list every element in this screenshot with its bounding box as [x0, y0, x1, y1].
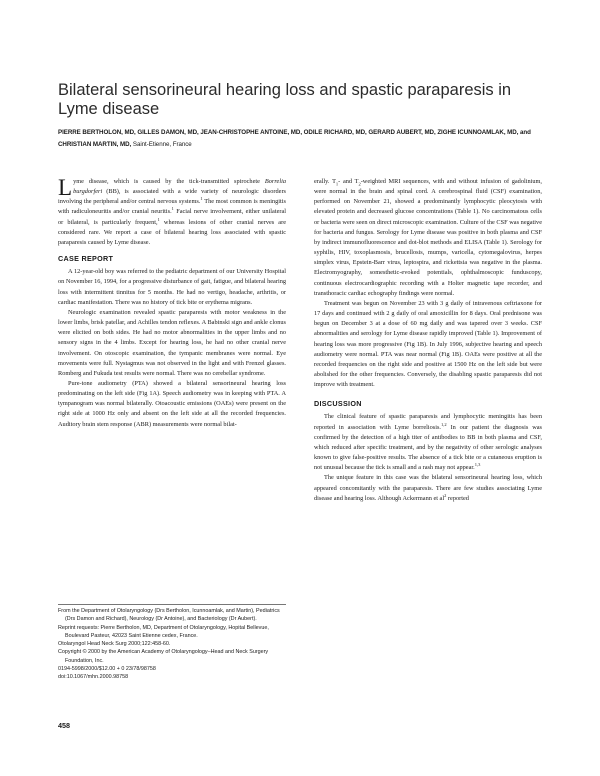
citation-ref: 1,3 [474, 462, 481, 468]
discussion-text-b: In our patient the diagnosis was confirmed by the detection of a high titer of antibodies to BB in both plasma and CSF, which reduced after specific treatment, and by the negativity of other serologic analyses known to give false-positive results. The absence of a tick bite or a cutaneous eruption is not unusual because the tick is small and a rash may not appear. [314, 423, 543, 472]
discussion-paragraph-1 [314, 412, 542, 473]
footnote-doi: doi:10.1067/mhn.2000.98758 [58, 674, 129, 680]
footnote-journal: Otolaryngol Head Neck Surg 2000;122:458-60. [58, 641, 171, 647]
pathogen-name: Borrelia burgdorferi [73, 178, 286, 196]
footnote-issn: 0194-5998/2000/$12.00 + 0 23/78/98758 [58, 665, 156, 672]
citation-ref: 1 [200, 196, 203, 202]
mri-text-b: - and T [338, 178, 359, 185]
discussion-text-d: reported [446, 494, 469, 502]
case-paragraph-2: Neurologic examination revealed spastic paraparesis with motor weakness in the lower limbs, brisk patellar, and Achilles tendon reflexes. A Babinski sign and ankle clonus were elicited on both sides. He had no motor abnormalities in the upper limbs and no sensory signs in the 4 limbs. Except for hearing loss, he had no other cranial nerve involvement. On otoscopic examination, the tympanic membranes were normal. Eye movements were full. Nystagmus was not observed in the light and with Frenzel glasses. Romberg and Fukuda test results were normal. There was no cerebellar syndrome. [58, 308, 286, 377]
mri-text-a: erally. T [314, 178, 336, 185]
discussion-text-a: The clinical feature of spastic paraparesis and lymphocytic meningitis has been reported in association with Lyme borreliosis. [314, 413, 542, 431]
page-number: 458 [58, 721, 70, 730]
treatment-paragraph: Treatment was begun on November 23 with 3 g daily of intravenous ceftriaxone for 17 days and continued with 2 g daily of oral amoxicillin for 8 days. Oral prednisone was begun on December 3 at a dose of 60 mg daily and was tapered over 3 weeks. CSF abnormalities and serology for Lyme disease rapidly improved (Table 1). Improvement of hearing loss was more progressive (Fig 1B). In July 1996, subjective hearing and speech audiometry were normal. PTA was near normal (Fig 1B). OAEs were positive at all the recorded frequencies on the right side and positive at 1500 Hz on the left side but were abolished for the other frequencies. Conversely, the disabling spastic paraparesis did not improve with treatment. [314, 299, 542, 389]
footnote-reprints: Reprint requests: Pierre Bertholon, MD, Department of Otolaryngology, Hopital Bellevue, Boulevard Pasteur, 42023 Saint Etienne cedex, France. [58, 624, 269, 639]
intro-text-a: yme disease, which is caused by the tick-transmitted spirochete [73, 178, 265, 185]
section-heading-case-report: CASE REPORT [58, 254, 114, 264]
subscript: 2 [358, 181, 361, 187]
intro-paragraph [58, 177, 286, 248]
citation-ref: 1 [157, 216, 160, 222]
subscript: 1 [335, 181, 339, 187]
citation-ref: 1 [171, 206, 174, 212]
footnote-divider [58, 604, 286, 605]
footnote-affiliation: From the Department of Otolaryngology (Drs Bertholon, Icunnoamlak, and Martin), Pediatrics (Drs Damon and Richard), Neurology (Dr Antoine), and Bacteriology (Dr Aubert). [58, 608, 280, 623]
case-paragraph-3: Pure-tone audiometry (PTA) showed a bilateral sensorineural hearing loss predominating on the left side (Fig 1A). Speech audiometry was in keeping with PTA. A tympanogram was normal bilaterally. Otoacoustic emissions (OAEs) were present on the right side at 1000 Hz only and absent on the left side at all the recorded frequencies. Auditory brain stem response (ABR) measurements were normal bilat- [58, 379, 286, 428]
citation-ref: 2 [444, 492, 447, 498]
intro-text-d: Facial nerve involvement, either unilateral or bilateral, is particularly frequent, [58, 208, 287, 226]
citation-ref: 1,2 [441, 421, 447, 427]
footnotes [58, 607, 286, 681]
author-names: PIERRE BERTHOLON, MD, GILLES DAMON, MD, JEAN-CHRISTOPHE ANTOINE, MD, ODILE RICHARD, MD, GERARD AUBERT, MD, ZIGHE ICUNNOAMLAK, MD, and CHRISTIAN MARTIN, MD, [58, 129, 531, 148]
mri-text-c: -weighted MRI sequences, with and without infusion of gadolinium, were normal in the brain and spinal cord. A cerebrospinal fluid (CSF) examination, performed on November 21, showed a predominantly lymphocytic pleocytosis with elevated protein and decreased glucose concentrations (Table 1). No carcinomatous cells or bacteria were seen on direct microscopic examination. Culture of the CSF was negative for bacteria and fungus. Serology for Lyme disease was positive in both plasma and CSF by indirect immunofluorescence and dot-blot methods and ELISA (Table 1). Serology for syphilis, HIV, toxoplasmosis, brucellosis, mumps, varicella, cytomegalovirus, herpes simplex virus, Epstein-Barr virus, leptospira, and rickettsia was negative in the plasma. Electromyography, somesthetic-evoked potentials, ophthalmoscopic funduscopy, continuous electrocardiographic recording with a Holter magnetic tape recorder, and transthoracic cardiac echography findings were normal. [314, 178, 542, 297]
drop-cap: L [58, 175, 73, 200]
author-location: Saint-Etienne, France [132, 141, 192, 148]
discussion-paragraph-2 [314, 473, 542, 503]
intro-text-e: whereas lesions of other cranial nerves are considered rare. We report a case of bilateral hearing loss associated with spastic paraparesis caused by Lyme disease. [58, 218, 286, 246]
footnote-copyright: Copyright © 2000 by the American Academy of Otolaryngology–Head and Neck Surgery Foundation, Inc. [58, 649, 269, 664]
case-paragraph-1: A 12-year-old boy was referred to the pediatric department of our University Hospital on November 16, 1994, for a progressive disturbance of gait, fatigue, and bilateral hearing loss with intermittent tinnitus for 5 months. He had no vertigo, headache, arthritis, or cardiac manifestation. There was no history of tick bite or erythema migrans. [58, 268, 286, 306]
section-heading-discussion: DISCUSSION [314, 399, 362, 409]
intro-text-b: (BB), is associated with a wide variety of neurologic disorders involving the peripheral and/or central nervous systems. [58, 188, 286, 206]
intro-text-c: The most common is meningitis with radiculoneuritis and/or cranial neuritis. [58, 198, 286, 216]
left-column [58, 177, 286, 430]
article-title: Bilateral sensorineural hearing loss and spastic paraparesis in Lyme disease [58, 81, 512, 118]
right-column [314, 177, 542, 504]
author-line [58, 127, 548, 151]
case-paragraph-continued [314, 177, 542, 299]
discussion-text-c: The unique feature in this case was the bilateral sensorineural hearing loss, which appeared concomitantly with the paraparesis. There are few studies associating Lyme disease and hearing loss. Although Ackermann et al [314, 474, 542, 502]
